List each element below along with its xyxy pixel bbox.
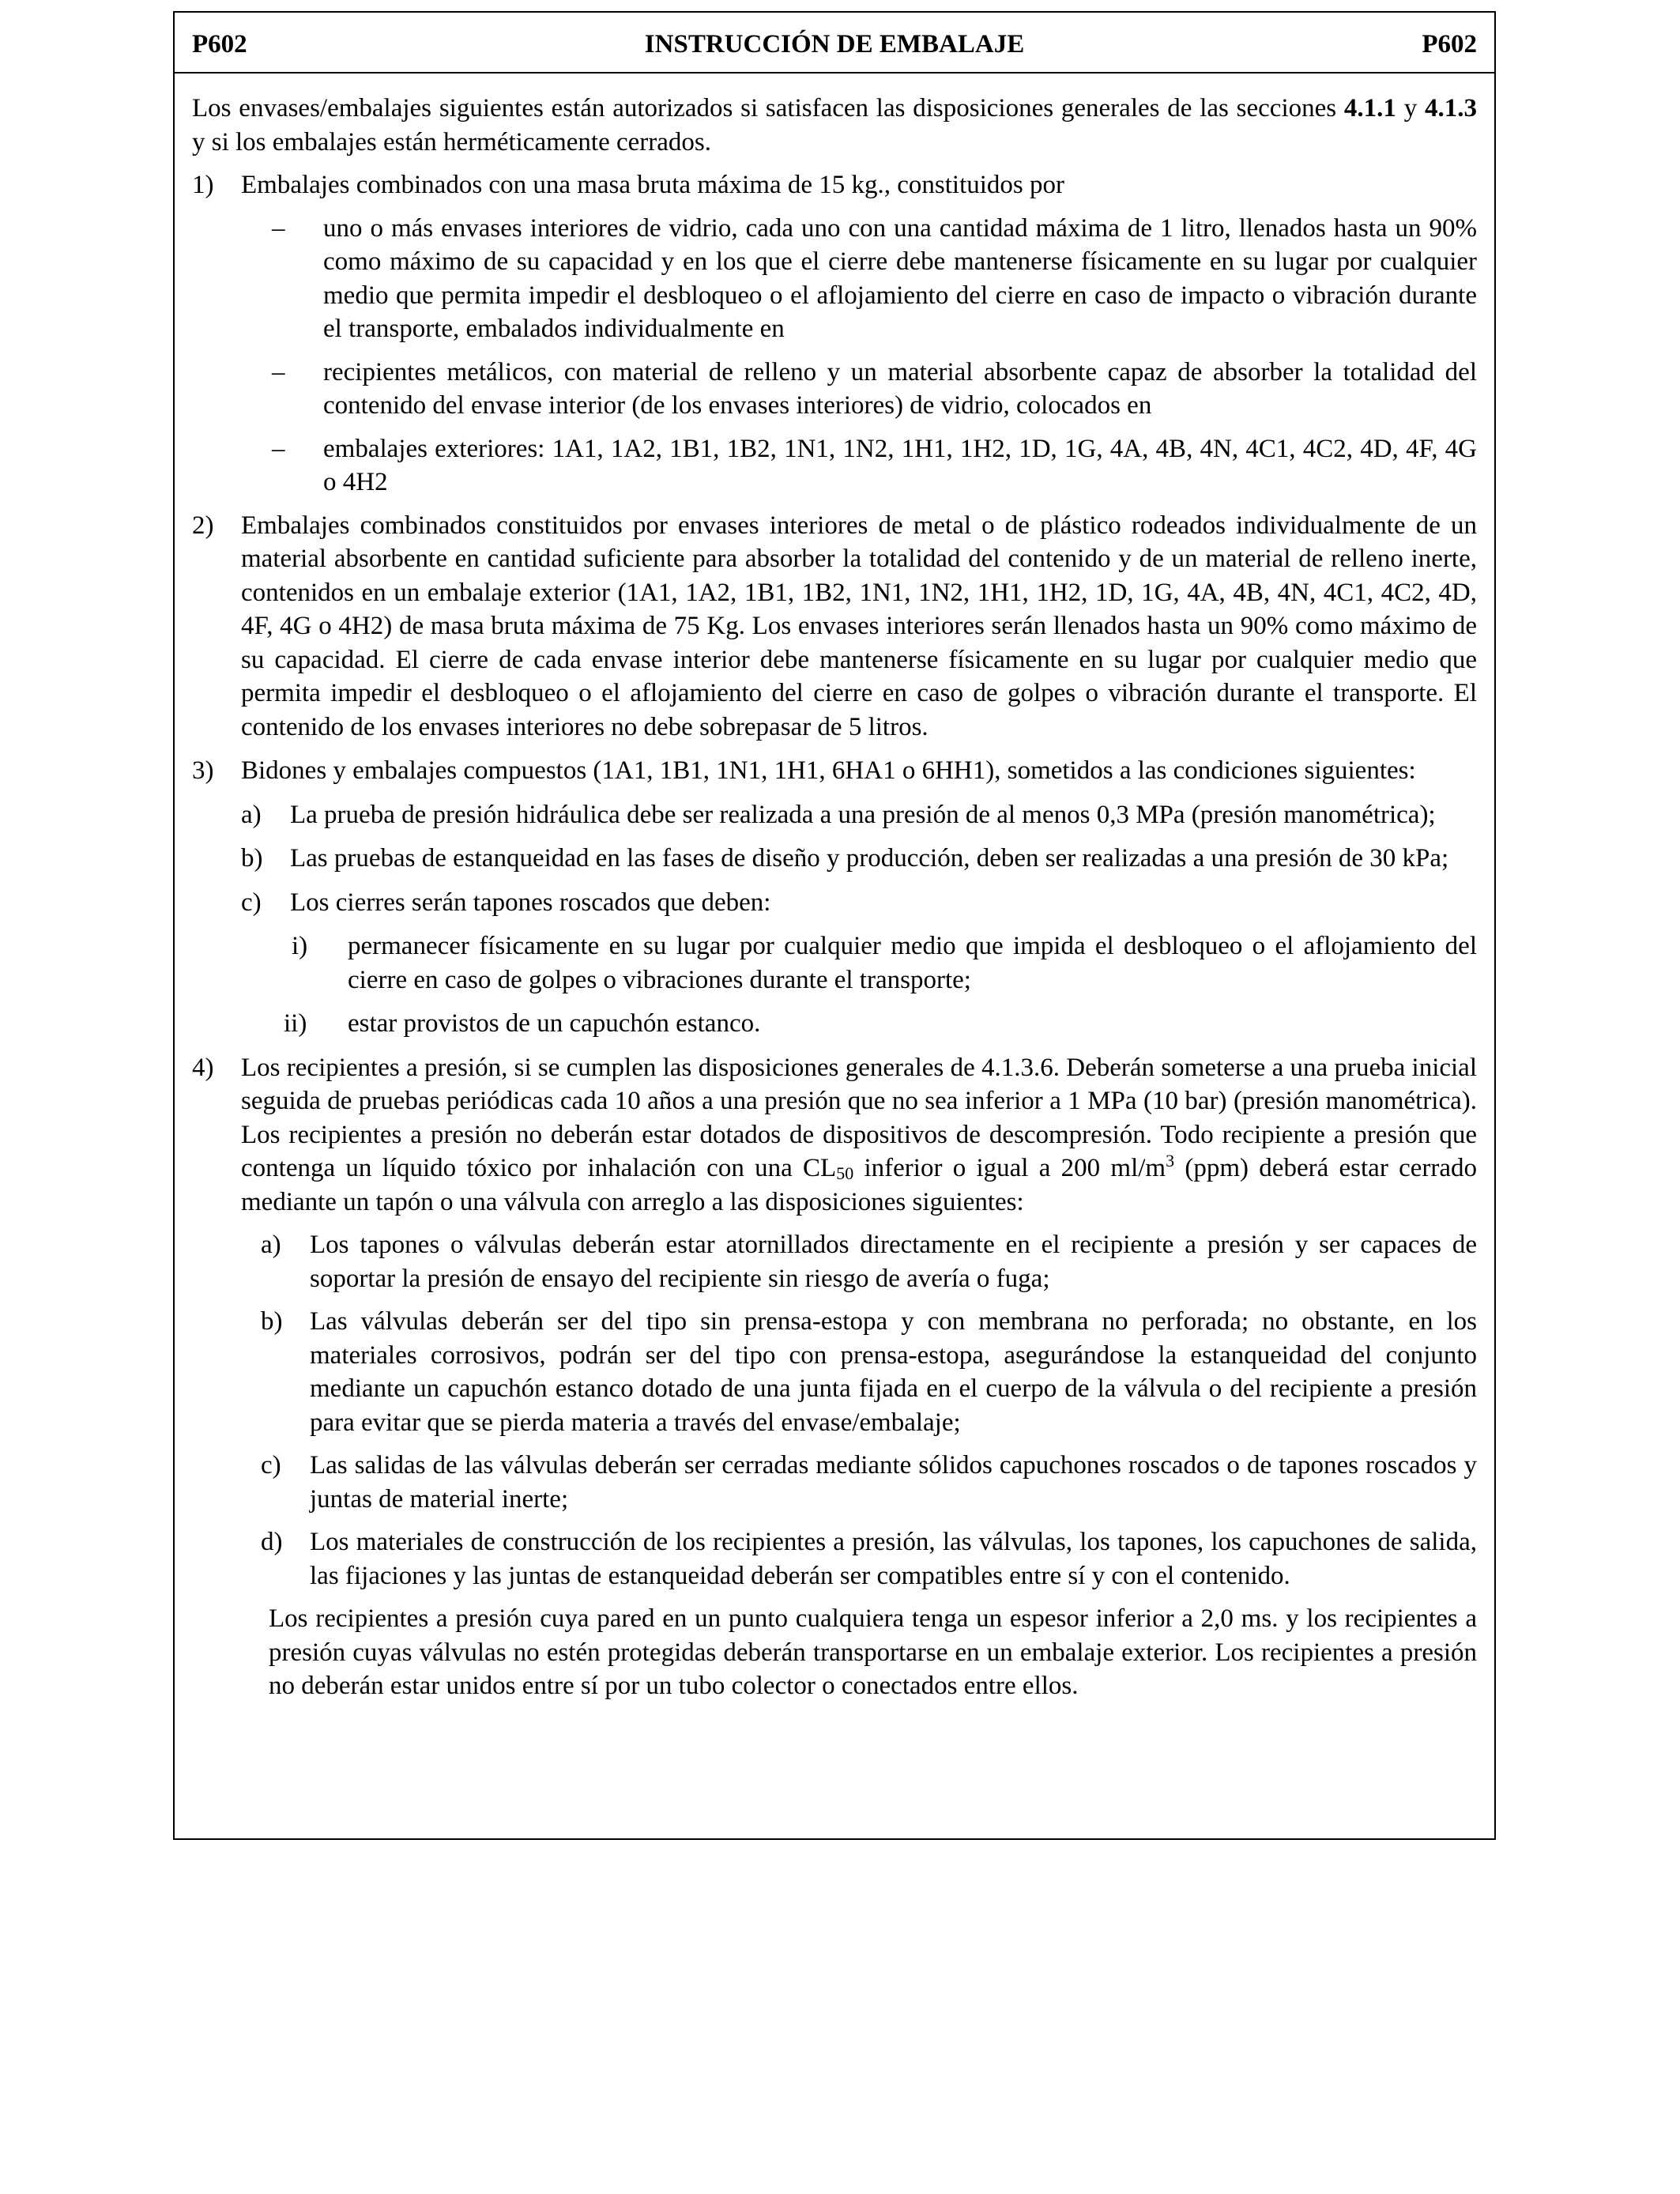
dash-marker: – (272, 213, 285, 243)
item-4-d-text: Los materiales de construcción de los recipientes a presión, las válvulas, los tapones, los capuchones de salida, las fijaciones y las juntas de estanqueidad deberán ser compatibles entre sí y con el contenido. (310, 1528, 1477, 1590)
item-3-b-marker: b) (241, 844, 263, 873)
item-4-number: 4) (192, 1053, 214, 1082)
superscript-3: 3 (1166, 1151, 1175, 1171)
item-1-dash-1 (192, 212, 1477, 346)
item-3-c-ii (192, 1007, 1477, 1041)
item-4-c-text: Las salidas de las válvulas deberán ser cerradas mediante sólidos capuchones roscados o de tapones roscados y juntas de material inerte; (310, 1451, 1477, 1514)
item-3-b-text: Las pruebas de estanqueidad en las fases de diseño y producción, deben ser realizadas a una presión de 30 kPa; (290, 844, 1449, 873)
item-4-closing-paragraph: Los recipientes a presión cuya pared en un punto cualquiera tenga un espesor inferior a 2,0 ms. y los recipientes a presión cuyas válvulas no estén protegidas deberán transportarse en un embalaje exterior. Los recipientes a presión no deberán estar unidos entre sí por un tubo colector o conectados entre ellos. (269, 1604, 1477, 1700)
item-1-dash-3 (192, 432, 1477, 499)
item-1-number: 1) (192, 171, 214, 199)
item-3-c-ii-marker: ii) (284, 1009, 307, 1038)
item-4-a-marker: a) (261, 1231, 281, 1259)
item-4-b-text: Las válvulas deberán ser del tipo sin prensa-estopa y con membrana no perforada; no obstante, en los materiales corrosivos, podrán ser del tipo con prensa-estopa, asegurándose la estanqueidad del conjunto mediante un capuchón estanco dotado de una junta fijada en el cuerpo de la válvula o del recipiente a presión para evitar que se pierda materia a través del envase/embalaje; (310, 1307, 1477, 1437)
item-4-d (192, 1525, 1477, 1593)
item-4-text: Los recipientes a presión, si se cumplen las disposiciones generales de 4.1.3.6. Deberán someterse a una prueba inicial seguida de pruebas periódicas cada 10 años a una presión que no sea inferior a 1 MPa (10 bar) (presión manométrica). Los recipientes a presión no deberán estar dotados de dispositivos de descompresión. Todo recipiente a presión que contenga un líquido tóxico por inhalación con una CL50 inferior o igual a 200 $ml/m^3$ (ppm) deberá estar cerrado mediante un tapón o una válvula con arreglo a las disposiciones siguientes: (241, 1053, 1477, 1216)
item-2-text: Embalajes combinados constituidos por envases interiores de metal o de plástico rodeados individualmente de un material absorbente en cantidad suficiente para absorber la totalidad del contenido y de un material de relleno inerte, contenidos en un embalaje exterior (1A1, 1A2, 1B1, 1B2, 1N1, 1N2, 1H1, 1H2, 1D, 1G, 4A, 4B, 4N, 4C1, 4C2, 4D, 4F, 4G o 4H2) de masa bruta máxima de 75 Kg. Los envases interiores serán llenados hasta un 90% como máximo de su capacidad. El cierre de cada envase interior debe mantenerse físicamente en su lugar por cualquier medio que permita impedir el desbloqueo o el aflojamiento del cierre en caso de golpes o vibración durante el transporte. El contenido de los envases interiores no debe sobrepasar de 5 litros. (241, 511, 1477, 741)
item-3-c-ii-text: estar provistos de un capuchón estanco. (348, 1009, 761, 1038)
item-3-c-i-text: permanecer físicamente en su lugar por cualquier medio que impida el desbloqueo o el aflojamiento del cierre en caso de golpes o vibraciones durante el transporte; (348, 932, 1477, 994)
item-4-c-marker: c) (261, 1451, 281, 1480)
item-3-number: 3) (192, 756, 214, 785)
item-2-number: 2) (192, 511, 214, 540)
intro-paragraph: Los envases/embalajes siguientes están autorizados si satisfacen las disposiciones generales de las secciones 4.1.1 y 4.1.3 y si los embalajes están herméticamente cerrados. (192, 94, 1477, 156)
item-4-a-text: Los tapones o válvulas deberán estar atornillados directamente en el recipiente a presión y ser capaces de soportar la presión de ensayo del recipiente sin riesgo de avería o fuga; (310, 1231, 1477, 1293)
item-3-a-text: La prueba de presión hidráulica debe ser realizada a una presión de al menos 0,3 MPa (presión manométrica); (290, 800, 1436, 829)
item-3-c-marker: c) (241, 888, 262, 917)
item-3-c-text: Los cierres serán tapones roscados que deben: (290, 888, 771, 917)
item-3 (192, 754, 1477, 788)
item-3-a-marker: a) (241, 800, 262, 829)
item-3-a (192, 798, 1477, 832)
item-3-b (192, 842, 1477, 876)
item-4-c (192, 1449, 1477, 1516)
item-4-b (192, 1305, 1477, 1439)
instruction-body (192, 92, 1477, 1703)
instruction-title: INSTRUCCIÓN DE EMBALAJE (644, 30, 1025, 58)
item-1-dash-2 (192, 356, 1477, 423)
item-3-text: Bidones y embalajes compuestos (1A1, 1B1, 1N1, 1H1, 6HA1 o 6HH1), sometidos a las condiciones siguientes: (241, 756, 1416, 785)
item-3-c-i-marker: i) (292, 932, 308, 960)
instruction-header (175, 13, 1494, 74)
item-1-dash-1-text: uno o más envases interiores de vidrio, cada uno con una cantidad máxima de 1 litro, llenados hasta un 90% como máximo de su capacidad y en los que el cierre debe mantenerse físicamente en su lugar por cualquier medio que permita impedir el desbloqueo o el aflojamiento del cierre en caso de impacto o vibración durante el transporte, embalados individualmente en (323, 213, 1477, 343)
dash-marker: – (272, 434, 285, 463)
dash-marker: – (272, 357, 285, 386)
subscript-50: 50 (836, 1163, 854, 1183)
section-ref-411: 4.1.1 (1343, 94, 1396, 123)
item-4-b-marker: b) (261, 1307, 283, 1336)
item-2 (192, 509, 1477, 745)
packing-instruction-frame (173, 11, 1496, 1840)
item-4 (192, 1051, 1477, 1220)
item-4-a (192, 1228, 1477, 1295)
item-1 (192, 168, 1477, 202)
item-3-c-i (192, 929, 1477, 997)
item-1-text: Embalajes combinados con una masa bruta máxima de 15 kg., constituidos por (241, 171, 1065, 199)
item-4-d-marker: d) (261, 1528, 283, 1556)
instruction-code-left: P602 (192, 30, 247, 58)
instruction-code-right: P602 (1422, 30, 1477, 58)
item-1-dash-3-text: embalajes exteriores: 1A1, 1A2, 1B1, 1B2, 1N1, 1N2, 1H1, 1H2, 1D, 1G, 4A, 4B, 4N, 4C1, 4C2, 4D, 4F, 4G o 4H2 (323, 434, 1477, 496)
item-3-c (192, 886, 1477, 920)
section-ref-413: 4.1.3 (1425, 94, 1477, 123)
item-1-dash-2-text: recipientes metálicos, con material de relleno y un material absorbente capaz de absorber la totalidad del contenido del envase interior (de los envases interiores) de vidrio, colocados en (323, 357, 1477, 420)
